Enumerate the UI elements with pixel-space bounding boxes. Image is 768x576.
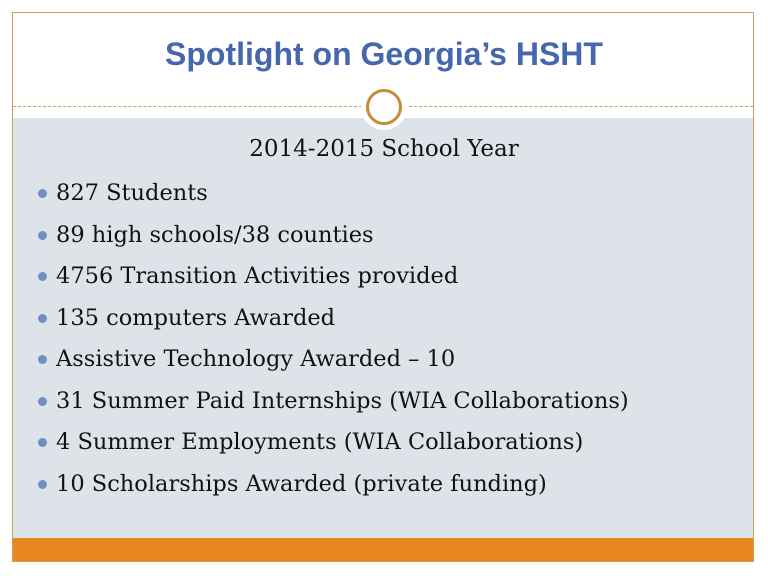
bullet-item (38, 381, 629, 423)
bullet-list (38, 173, 629, 505)
bullet-dot-icon (38, 355, 47, 364)
bullet-item (38, 464, 629, 506)
bullet-dot-icon (38, 231, 47, 240)
bullet-item (38, 422, 629, 464)
slide-title: Spotlight on Georgia’s HSHT (165, 36, 603, 72)
bullet-dot-icon (38, 272, 47, 281)
bullet-item (38, 215, 629, 257)
bullet-dot-icon (38, 397, 47, 406)
bullet-item (38, 339, 629, 381)
bullet-dot-icon (38, 189, 47, 198)
bullet-dot-icon (38, 314, 47, 323)
circle-ornament-icon (361, 84, 407, 130)
bullet-text: 827 Students (56, 180, 208, 206)
bullet-text: 89 high schools/38 counties (56, 221, 374, 248)
bullet-item (38, 173, 629, 215)
bullet-item (38, 298, 629, 340)
bullet-dot-icon (38, 480, 47, 489)
bullet-text: Assistive Technology Awarded – 10 (56, 346, 456, 372)
bullet-text: 10 Scholarships Awarded (private funding) (56, 470, 547, 497)
subheading: 2014-2015 School Year (249, 136, 519, 162)
bullet-text: 31 Summer Paid Internships (WIA Collaborations) (56, 387, 629, 414)
footer-accent-bar (13, 538, 753, 561)
bullet-dot-icon (38, 438, 47, 447)
bullet-text: 4756 Transition Activities provided (56, 263, 459, 289)
bullet-text: 4 Summer Employments (WIA Collaborations) (56, 429, 584, 455)
bullet-item (38, 256, 629, 298)
bullet-text: 135 computers Awarded (56, 304, 336, 331)
